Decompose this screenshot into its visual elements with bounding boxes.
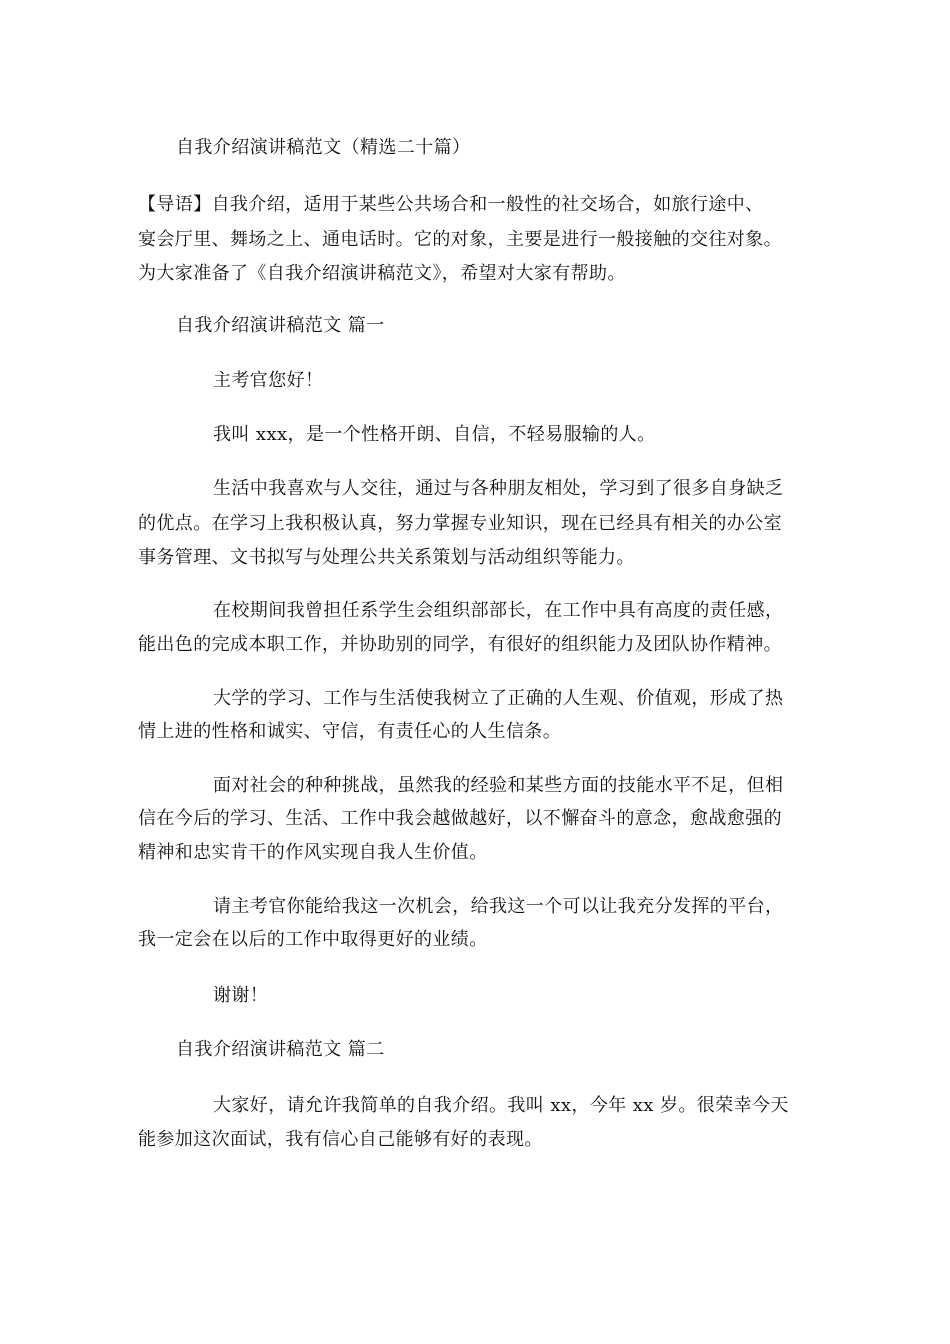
paragraph-line: 面对社会的种种挑战，虽然我的经验和某些方面的技能水平不足，但相 xyxy=(213,775,784,796)
paragraph-line: 我叫 xxx，是一个性格开朗、自信，不轻易服输的人。 xyxy=(213,424,656,445)
paragraph-line: 信在今后的学习、生活、工作中我会越做越好，以不懈奋斗的意念，愈战愈强的 xyxy=(138,808,782,829)
paragraph-line: 的优点。在学习上我积极认真，努力掌握专业知识，现在已经具有相关的办公室 xyxy=(138,513,782,534)
paragraph-line: 生活中我喜欢与人交往，通过与各种朋友相处，学习到了很多自身缺乏 xyxy=(213,478,784,499)
paragraph-line: 在校期间我曾担任系学生会组织部部长，在工作中具有高度的责任感， xyxy=(213,600,784,621)
greeting: 主考官您好！ xyxy=(213,370,324,391)
closing: 谢谢！ xyxy=(213,985,269,1006)
paragraph-line: 情上进的性格和诚实、守信，有责任心的人生信条。 xyxy=(138,721,562,742)
paragraph-line: 能出色的完成本职工作，并协助别的同学，有很好的组织能力及团队协作精神。 xyxy=(138,634,782,655)
section-heading-1: 自我介绍演讲稿范文 篇一 xyxy=(176,315,385,336)
paragraph-line: 大家好，请允许我简单的自我介绍。我叫 xx，今年 xx 岁。很荣幸今天 xyxy=(213,1095,789,1116)
paragraph-line: 能参加这次面试，我有信心自己能够有好的表现。 xyxy=(138,1129,543,1150)
intro-line: 【导语】自我介绍，适用于某些公共场合和一般性的社交场合，如旅行途中、 xyxy=(138,194,764,215)
intro-line: 宴会厅里、舞场之上、通电话时。它的对象，主要是进行一般接触的交往对象。 xyxy=(138,229,782,250)
section-heading-2: 自我介绍演讲稿范文 篇二 xyxy=(176,1039,385,1060)
paragraph-line: 事务管理、文书拟写与处理公共关系策划与活动组织等能力。 xyxy=(138,547,635,568)
document-title: 自我介绍演讲稿范文（精选二十篇） xyxy=(176,137,471,158)
paragraph-line: 我一定会在以后的工作中取得更好的业绩。 xyxy=(138,929,488,950)
intro-line: 为大家准备了《自我介绍演讲稿范文》，希望对大家有帮助。 xyxy=(138,263,626,284)
paragraph-line: 大学的学习、工作与生活使我树立了正确的人生观、价值观，形成了热 xyxy=(213,688,784,709)
paragraph-line: 精神和忠实肯干的作风实现自我人生价值。 xyxy=(138,842,488,863)
paragraph-line: 请主考官你能给我这一次机会，给我这一个可以让我充分发挥的平台， xyxy=(213,896,784,917)
